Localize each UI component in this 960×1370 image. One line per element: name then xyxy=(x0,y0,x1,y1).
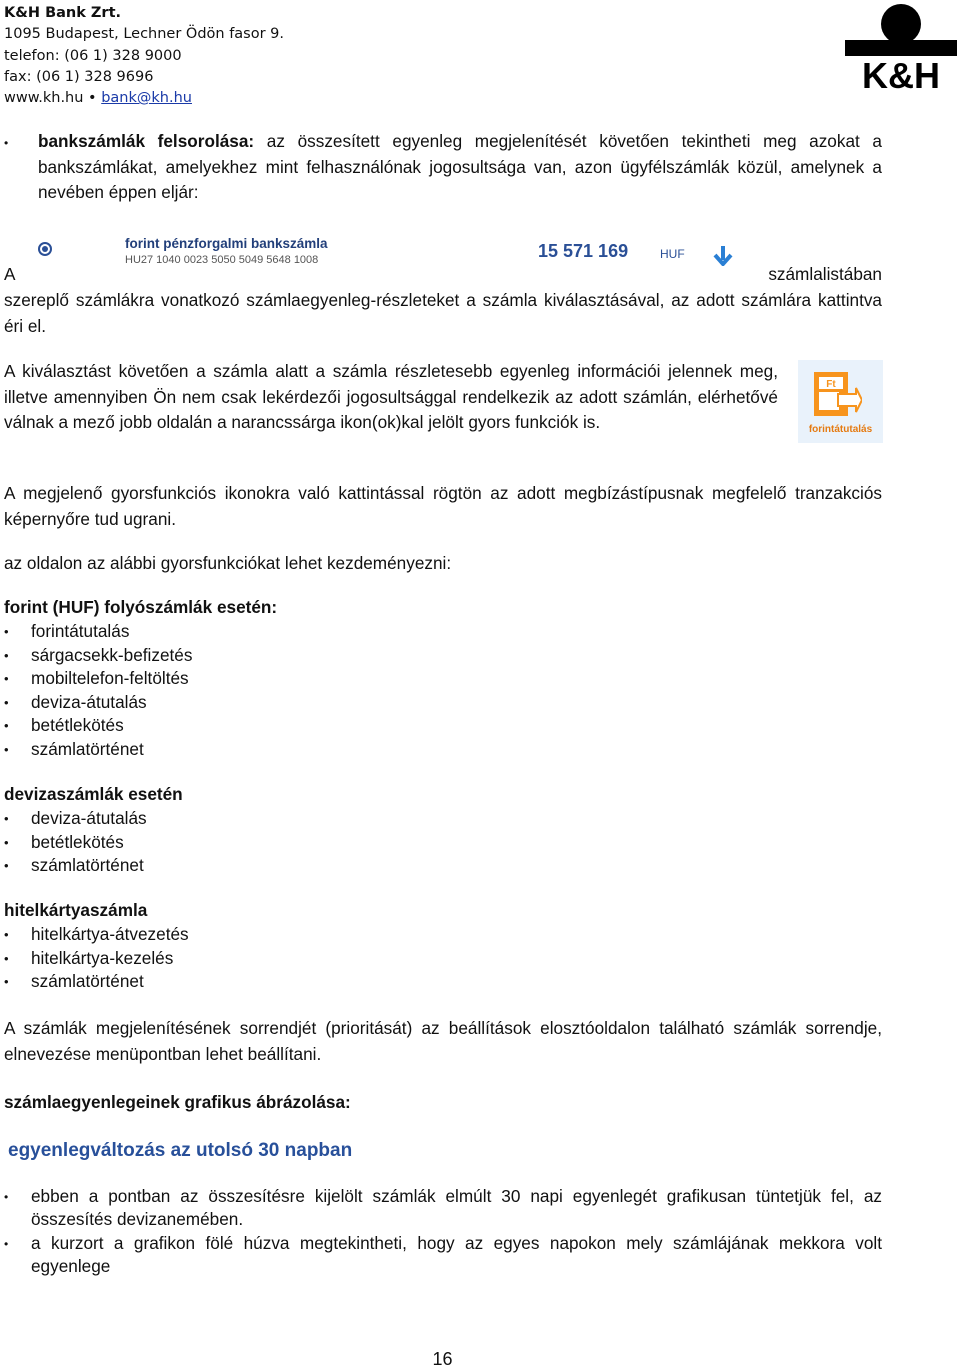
list-item: • hitelkártya-átvezetés xyxy=(4,924,189,944)
list-item: • számlatörténet xyxy=(4,971,144,991)
cc-list xyxy=(4,923,189,994)
para-a-end: számlalistában xyxy=(768,264,882,284)
account-currency: HUF xyxy=(660,247,685,261)
para-d: az oldalon az alábbi gyorsfunkciókat lehet kezdeményezni: xyxy=(4,553,452,573)
list-item: • deviza-átutalás xyxy=(4,808,147,828)
company-fax: fax: (06 1) 328 9696 xyxy=(4,68,154,85)
logo-text: K&H xyxy=(862,55,940,90)
para-b: A kiválasztást követően a számla alatt a számla részletesebb egyenleg információi jelennek meg, illetve amennyiben Ön nem csak lekérdezői jogosultsággal rendelkezik az adott számlán, elérhetővé válnak a mező jobb oldalán a narancssárga ikon(ok)kal jelölt gyors funkciók is. xyxy=(4,361,778,433)
account-balance: 15 571 169 xyxy=(538,241,629,261)
list-item: • számlatörténet xyxy=(4,738,144,759)
intro-paragraph xyxy=(38,129,882,206)
intro-text: az összesített egyenleg megjelenítését követően tekintheti meg azokat a bankszámlákat, amelyekhez mint felhasználónak jogosultsága van, azon ügyfélszámlák közül, amelynek a nevében éppen eljár: xyxy=(38,131,882,203)
bullet-icon: • xyxy=(4,1190,9,1204)
intro-title: bankszámlák felsorolása: xyxy=(38,131,255,151)
para-e: A számlák megjelenítésének sorrendjét (prioritását) az beállítások elosztóoldalon található számlák sorrendje, elnevezése menüpontban lehet beállítani. xyxy=(4,1018,882,1064)
web-link[interactable]: www.kh.hu xyxy=(4,90,84,107)
arrow-down-icon[interactable] xyxy=(713,244,733,266)
forint-transfer-quick-icon[interactable] xyxy=(798,360,883,443)
bullet-icon: • xyxy=(4,1237,9,1251)
forint-transfer-label: forintátutalás xyxy=(808,424,873,435)
graph-item-1: ebben a pontban az összesítésre kijelölt számlák elmúlt 30 napi egyenlegét grafikusan tüntetjük fel, az összesítés devizanemében. xyxy=(31,1186,882,1229)
cc-section-title: hitelkártyaszámla xyxy=(4,900,148,920)
company-phone: telefon: (06 1) 328 9000 xyxy=(4,47,182,64)
ft-badge: Ft xyxy=(826,379,836,390)
account-row[interactable] xyxy=(38,232,758,272)
list-item: • forintátutalás xyxy=(4,621,130,641)
graph-item-2: a kurzort a grafikon fölé húzva megtekintheti, hogy az egyes napokon mely számlájának mekkora volt egyenlege xyxy=(31,1233,882,1276)
letterhead xyxy=(4,3,284,109)
account-number: HU27 1040 0023 5050 5049 5648 1008 xyxy=(125,254,319,266)
graph-banner: egyenlegváltozás az utolsó 30 napban xyxy=(8,1140,353,1161)
email-link[interactable]: bank@kh.hu xyxy=(101,90,192,107)
account-name: forint pénzforgalmi bankszámla xyxy=(125,236,328,251)
separator: • xyxy=(88,90,97,107)
list-item: • deviza-átutalás xyxy=(4,691,147,712)
list-item: • számlatörténet xyxy=(4,855,144,875)
radio-selected-icon[interactable] xyxy=(38,242,52,256)
list-item: • mobiltelefon-feltöltés xyxy=(4,668,189,688)
list-item: • hitelkártya-kezelés xyxy=(4,947,174,968)
page-number: 16 xyxy=(432,1349,453,1369)
fx-section-title: devizaszámlák esetén xyxy=(4,784,183,804)
fx-list xyxy=(4,807,147,878)
bullet-icon: • xyxy=(4,136,9,150)
huf-list xyxy=(4,620,192,761)
company-contact xyxy=(4,88,284,109)
para-c: A megjelenő gyorsfunkciós ikonokra való kattintással rögtön az adott megbízástípusnak megfelelő tranzakciós képernyőre tud ugrani. xyxy=(4,483,882,529)
list-item: • betétlekötés xyxy=(4,831,124,852)
para-a-start: A xyxy=(4,264,16,284)
company-name: K&H Bank Zrt. xyxy=(4,5,122,21)
company-address: 1095 Budapest, Lechner Ödön fasor 9. xyxy=(4,26,285,43)
graph-section-title: számlaegyenlegeinek grafikus ábrázolása: xyxy=(4,1092,351,1112)
forint-transfer-icon xyxy=(812,370,862,422)
para-a: szereplő számlákra vonatkozó számlaegyenleg-részleteket a számla kiválasztásával, az adott számlára kattintva éri el. xyxy=(4,290,882,336)
list-item: • betétlekötés xyxy=(4,715,124,735)
list-item: • sárgacsekk-befizetés xyxy=(4,644,193,665)
kh-logo xyxy=(845,2,957,90)
huf-section-title: forint (HUF) folyószámlák esetén: xyxy=(4,597,278,617)
